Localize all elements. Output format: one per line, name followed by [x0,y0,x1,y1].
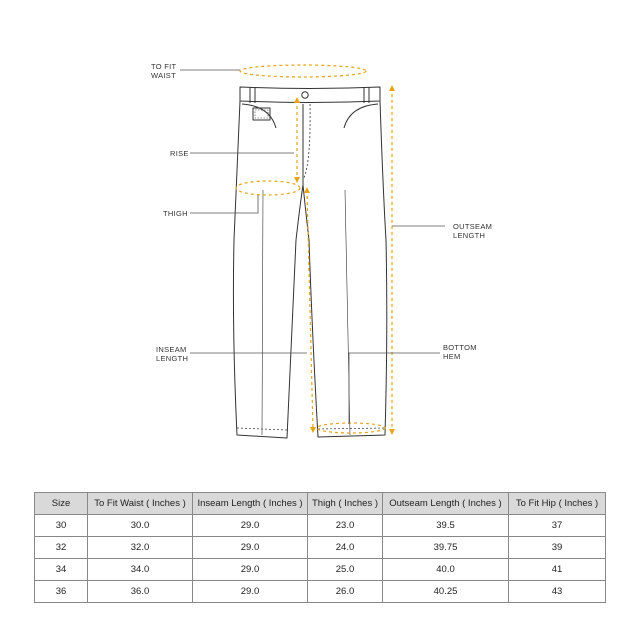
table-header-row [35,493,606,515]
inseam-arrow-bottom [310,427,316,433]
outseam-arrow-bottom [389,429,395,435]
right-leg [303,101,387,437]
hem-leader [349,353,440,424]
label-rise: RISE [170,149,189,158]
header-cell: Thigh ( Inches ) [308,493,383,515]
label-waist: TO FIT WAIST [151,62,177,80]
header-cell: Outseam Length ( Inches ) [383,493,509,515]
label-thigh: THIGH [163,209,188,218]
header-cell: To Fit Hip ( Inches ) [509,493,606,515]
table-cell: 39.75 [383,537,509,559]
table-cell: 30.0 [88,515,193,537]
table-cell: 29.0 [193,515,308,537]
waistband [240,87,380,103]
coin-pocket-stitch [255,110,268,118]
table-cell: 26.0 [308,581,383,603]
label-inseam: INSEAM LENGTH [156,345,189,363]
table-cell: 25.0 [308,559,383,581]
table-cell: 40.25 [383,581,509,603]
table-cell: 39.5 [383,515,509,537]
table-cell: 29.0 [193,581,308,603]
label-bottom-hem: BOTTOM HEM [443,343,477,361]
table-row [35,559,606,581]
left-leg [233,101,303,438]
table-cell: 30 [35,515,88,537]
header-cell: To Fit Waist ( Inches ) [88,493,193,515]
table-cell: 32.0 [88,537,193,559]
rise-arrow-top [294,97,300,103]
table-row [35,581,606,603]
belt-loop-right [364,87,369,103]
waist-ellipse [240,65,366,77]
label-outseam: OUTSEAM LENGTH [453,222,493,240]
table-cell: 36 [35,581,88,603]
table-cell: 41 [509,559,606,581]
header-cell: Size [35,493,88,515]
fly-stitch [304,104,310,178]
table-cell: 43 [509,581,606,603]
waist-button [302,92,308,98]
table-cell: 40.0 [383,559,509,581]
table-row [35,515,606,537]
table-cell: 34 [35,559,88,581]
inseam-arrow-top [304,187,310,193]
table-cell: 24.0 [308,537,383,559]
table-cell: 34.0 [88,559,193,581]
belt-loop-left [250,87,255,103]
table-row [35,537,606,559]
table-cell: 39 [509,537,606,559]
rise-arrow-bottom [294,177,300,183]
thigh-leader [190,195,258,213]
outseam-arrow-top [389,85,395,91]
table-cell: 36.0 [88,581,193,603]
hem-right [318,428,385,429]
table-cell: 37 [509,515,606,537]
table-cell: 29.0 [193,537,308,559]
table-cell: 32 [35,537,88,559]
header-cell: Inseam Length ( Inches ) [193,493,308,515]
thigh-ellipse [236,181,300,195]
size-chart-table [34,492,606,603]
table-cell: 29.0 [193,559,308,581]
table-cell: 23.0 [308,515,383,537]
pocket-right [344,104,378,128]
crease-left [262,190,263,435]
